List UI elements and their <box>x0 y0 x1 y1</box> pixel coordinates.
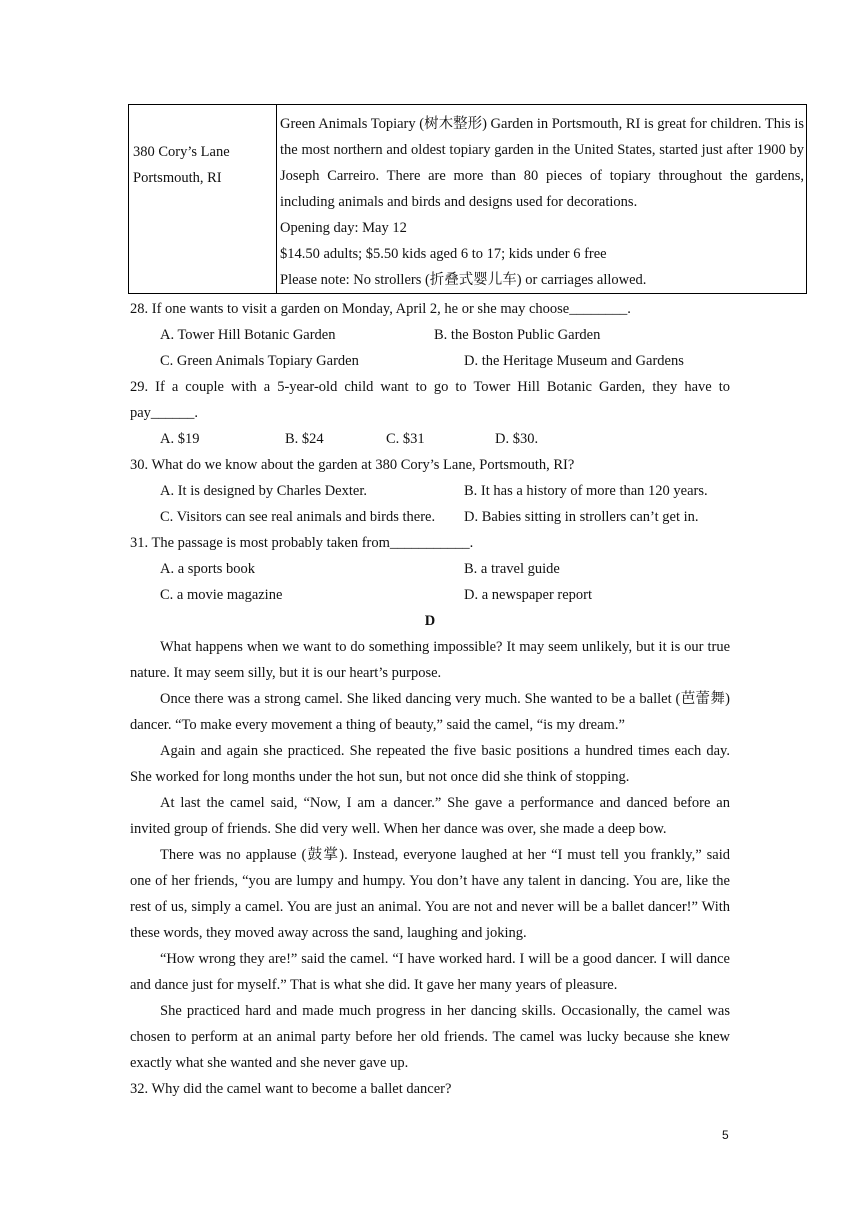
passage-paragraph-2: Once there was a strong camel. She liked dancing very much. She wanted to be a ballet (芭蕾舞) dancer. “To make every movement a thing of beauty,” said the camel, “is my dream.” <box>130 691 730 733</box>
visitor-note: Please note: No strollers (折叠式婴儿车) or carriages allowed. <box>280 272 647 288</box>
question-28: 28. If one wants to visit a garden on Monday, April 2, he or she may choose________. <box>130 301 631 317</box>
address-line-1: 380 Cory’s Lane <box>133 144 230 160</box>
passage-paragraph-3: Again and again she practiced. She repeated the five basic positions a hundred times each day. She worked for long months under the hot sun, but not once did she think of stopping. <box>130 743 730 785</box>
table-row <box>129 105 807 294</box>
address-line-2: Portsmouth, RI <box>133 170 222 186</box>
garden-info-table <box>128 104 807 294</box>
question-29-line-2: pay______. <box>130 405 199 421</box>
q30-option-b: B. It has a history of more than 120 years. <box>464 483 708 499</box>
page-number: 5 <box>722 1128 729 1142</box>
q29-option-a: A. $19 <box>160 431 200 447</box>
q29-option-b: B. $24 <box>285 431 324 447</box>
q29-option-d: D. $30. <box>495 431 539 447</box>
q31-option-a: A. a sports book <box>160 561 256 577</box>
q31-option-d: D. a newspaper report <box>464 587 593 603</box>
ticket-price: $14.50 adults; $5.50 kids aged 6 to 17; kids under 6 free <box>280 246 607 262</box>
question-29-line-1: 29. If a couple with a 5-year-old child want to go to Tower Hill Botanic Garden, they have to <box>130 379 730 395</box>
question-32: 32. Why did the camel want to become a ballet dancer? <box>130 1081 452 1097</box>
question-30: 30. What do we know about the garden at 380 Cory’s Lane, Portsmouth, RI? <box>130 457 575 473</box>
passage-paragraph-6: “How wrong they are!” said the camel. “I have worked hard. I will be a good dancer. I will dance and dance just for myself.” That is what she did. It gave her many years of pleasure. <box>130 951 730 993</box>
passage-paragraph-1: What happens when we want to do something impossible? It may seem unlikely, but it is our true nature. It may seem silly, but it is our heart’s purpose. <box>130 639 730 681</box>
q31-option-b: B. a travel guide <box>464 561 560 577</box>
passage-paragraph-4: At last the camel said, “Now, I am a dancer.” She gave a performance and danced before an invited group of friends. She did very well. When her dance was over, she made a deep bow. <box>130 795 730 837</box>
q28-option-b: B. the Boston Public Garden <box>434 327 601 343</box>
passage-paragraph-7: She practiced hard and made much progress in her dancing skills. Occasionally, the camel was chosen to perform at an animal party before her old friends. The camel was lucky because she knew exactly what she wanted and she never gave up. <box>130 1003 730 1071</box>
address-cell <box>129 105 277 294</box>
q28-option-d: D. the Heritage Museum and Gardens <box>464 353 684 369</box>
q29-option-c: C. $31 <box>386 431 425 447</box>
q30-option-c: C. Visitors can see real animals and birds there. <box>160 509 436 525</box>
garden-description: Green Animals Topiary (树木整形) Garden in Portsmouth, RI is great for children. This is the most northern and oldest topiary garden in the United States, started just after 1900 by Joseph Carreiro. There are more than 80 pieces of topiary throughout the gardens, including animals and birds and designs used for decorations. <box>280 116 804 210</box>
q28-option-c: C. Green Animals Topiary Garden <box>160 353 359 369</box>
q28-option-a: A. Tower Hill Botanic Garden <box>160 327 336 343</box>
question-31: 31. The passage is most probably taken from___________. <box>130 535 474 551</box>
passage-paragraph-5: There was no applause (鼓掌). Instead, everyone laughed at her “I must tell you frankly,” said one of her friends, “you are lumpy and humpy. You don’t have any talent in dancing. You are, like the rest of us, simply a camel. You are just an animal. You are not and never will be a ballet dancer!” With these words, they moved away across the sand, laughing and joking. <box>130 847 730 941</box>
q31-option-c: C. a movie magazine <box>160 587 283 603</box>
q30-option-d: D. Babies sitting in strollers can’t get in. <box>464 509 699 525</box>
description-cell <box>277 105 807 294</box>
opening-day: Opening day: May 12 <box>280 220 407 236</box>
section-heading: D <box>424 613 436 629</box>
q30-option-a: A. It is designed by Charles Dexter. <box>160 483 367 499</box>
